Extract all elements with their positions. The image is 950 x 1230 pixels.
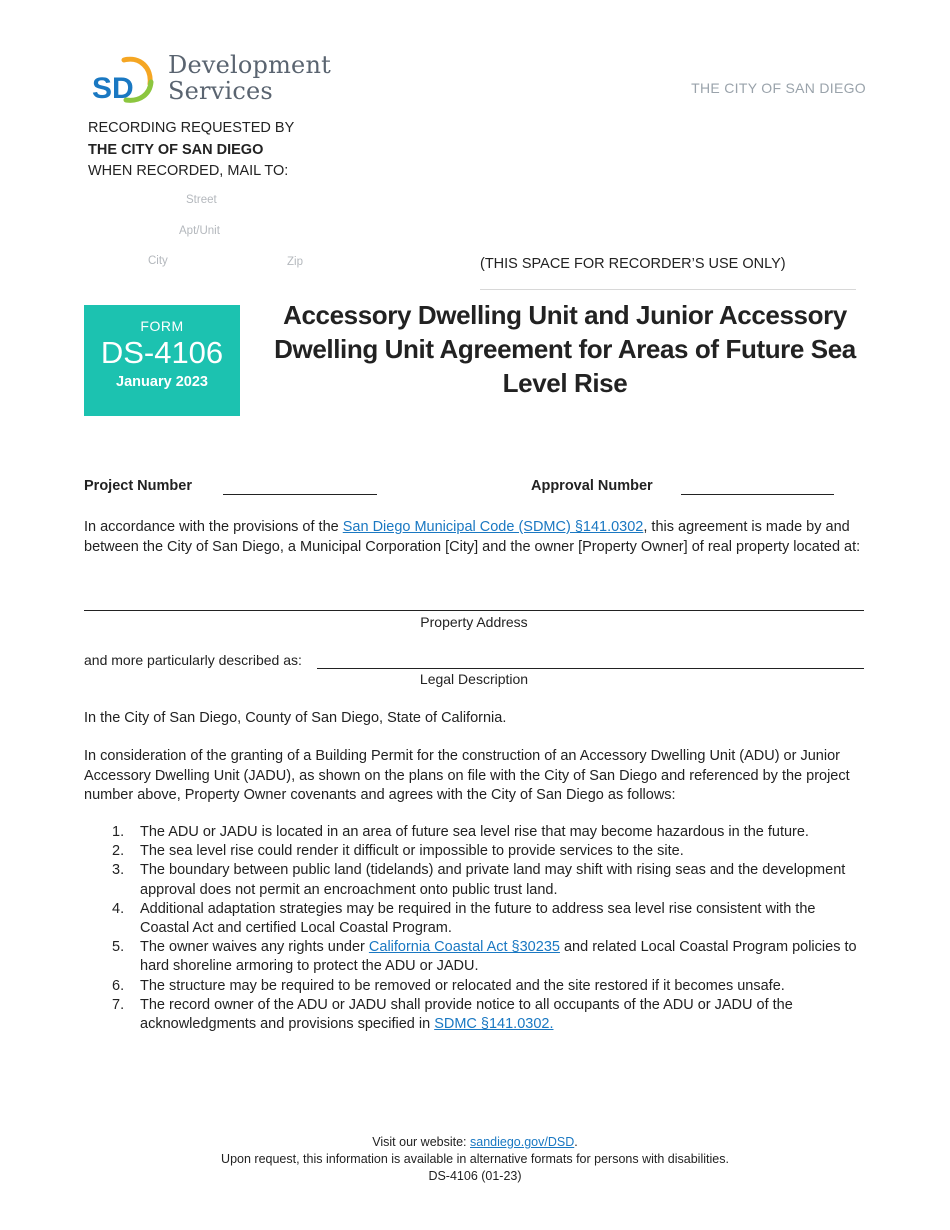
project-number-label: Project Number	[84, 478, 192, 494]
form-badge	[84, 305, 240, 416]
list-item: 4. Additional adaptation strategies may be required in the future to address sea level rise consistent with the Coastal Act and certified Local Coastal Program.	[112, 900, 816, 937]
sdmc-link[interactable]: San Diego Municipal Code (SDMC) §141.0302	[342, 519, 644, 535]
list-item: 1. The ADU or JADU is located in an area of future sea level rise that may become hazardous in the future.	[112, 824, 809, 840]
logo-text	[168, 52, 331, 104]
street-field-hint[interactable]: Street	[186, 194, 217, 206]
list-item: 2. The sea level rise could render it difficult or impossible to provide services to the site.	[112, 843, 684, 860]
intro-pre: In accordance with the provisions of the	[84, 519, 343, 535]
list-item: 6. The structure may be required to be removed or relocated and the site restored if it becomes unsafe.	[112, 977, 785, 994]
list-item: 5. The owner waives any rights under California Coastal Act §30235 and related Local Coastal Program policies to hard shoreline armoring to protect the ADU or JADU.	[112, 939, 857, 975]
website-link[interactable]: sandiego.gov/DSD	[470, 1135, 575, 1149]
logo-mark: SD	[92, 72, 134, 105]
list-item: 7. The record owner of the ADU or JADU shall provide notice to all occupants of the ADU or JADU of the acknowledgments and provisions specified in SDMC §141.0302.	[112, 996, 793, 1033]
recording-city: THE CITY OF SAN DIEGO	[88, 141, 264, 158]
recorder-use-only: (THIS SPACE FOR RECORDER’S USE ONLY)	[480, 256, 786, 272]
form-number: DS-4106	[100, 335, 224, 370]
legal-description-field[interactable]	[317, 648, 864, 669]
footer-form-code: DS-4106 (01-23)	[428, 1169, 522, 1183]
coastal-act-link[interactable]: California Coastal Act §30235	[368, 939, 560, 956]
zip-field-hint[interactable]: Zip	[287, 256, 303, 268]
logo-line2: Services	[168, 77, 273, 105]
form-date: January 2023	[116, 374, 208, 390]
intro-post: , this agreement is made by and between the City of San Diego, a Municipal Corporation [City] and the owner [Property Owner] of real property located at:	[84, 519, 861, 555]
when-recorded-mail-to: WHEN RECORDED, MAIL TO:	[88, 163, 289, 179]
logo-line1: Development	[168, 51, 331, 79]
described-as-label: and more particularly described as:	[84, 652, 302, 668]
location-sentence: In the City of San Diego, County of San Diego, State of California.	[84, 710, 507, 726]
list-item: 3. The boundary between public land (tidelands) and private land may shift with rising seas and the development approval does not permit an encroachment onto public trust land.	[112, 862, 846, 898]
city-name-header: THE CITY OF SAN DIEGO	[691, 80, 866, 96]
form-label: FORM	[140, 318, 184, 334]
footer-accessibility: Upon request, this information is available in alternative formats for persons with disabilities.	[221, 1152, 729, 1166]
intro-paragraph	[84, 518, 864, 557]
sdmc-141-link[interactable]: SDMC §141.0302.	[434, 1016, 554, 1033]
property-address-caption: Property Address	[420, 614, 528, 630]
project-number-field[interactable]	[223, 476, 377, 495]
development-services-logo	[90, 52, 330, 108]
approval-number-label: Approval Number	[531, 478, 653, 494]
consideration-paragraph: In consideration of the granting of a Building Permit for the construction of an Accessory Dwelling Unit (ADU) or Junior Accessory Dwelling Unit (JADU), as shown on the plans on file with the City of San Diego and referenced by the project number above, Property Owner covenants and agrees with the City of San Diego as follows:	[84, 748, 850, 803]
approval-number-field[interactable]	[681, 476, 834, 495]
property-address-field[interactable]	[84, 590, 864, 611]
covenant-list	[84, 823, 866, 1034]
form-title: Accessory Dwelling Unit and Junior Accessory Dwelling Unit Agreement for Areas of Future Sea Level Rise	[274, 300, 856, 398]
footer-website-line: Visit our website: sandiego.gov/DSD.	[372, 1135, 578, 1149]
recording-block	[88, 118, 294, 183]
recording-requested-by: RECORDING REQUESTED BY	[88, 120, 295, 136]
apt-unit-field-hint[interactable]: Apt/Unit	[179, 225, 220, 237]
sd-logo-icon	[90, 52, 156, 108]
city-field-hint[interactable]: City	[148, 255, 168, 267]
legal-description-caption: Legal Description	[419, 671, 529, 687]
recorder-divider	[480, 289, 856, 290]
footer	[0, 1134, 950, 1185]
